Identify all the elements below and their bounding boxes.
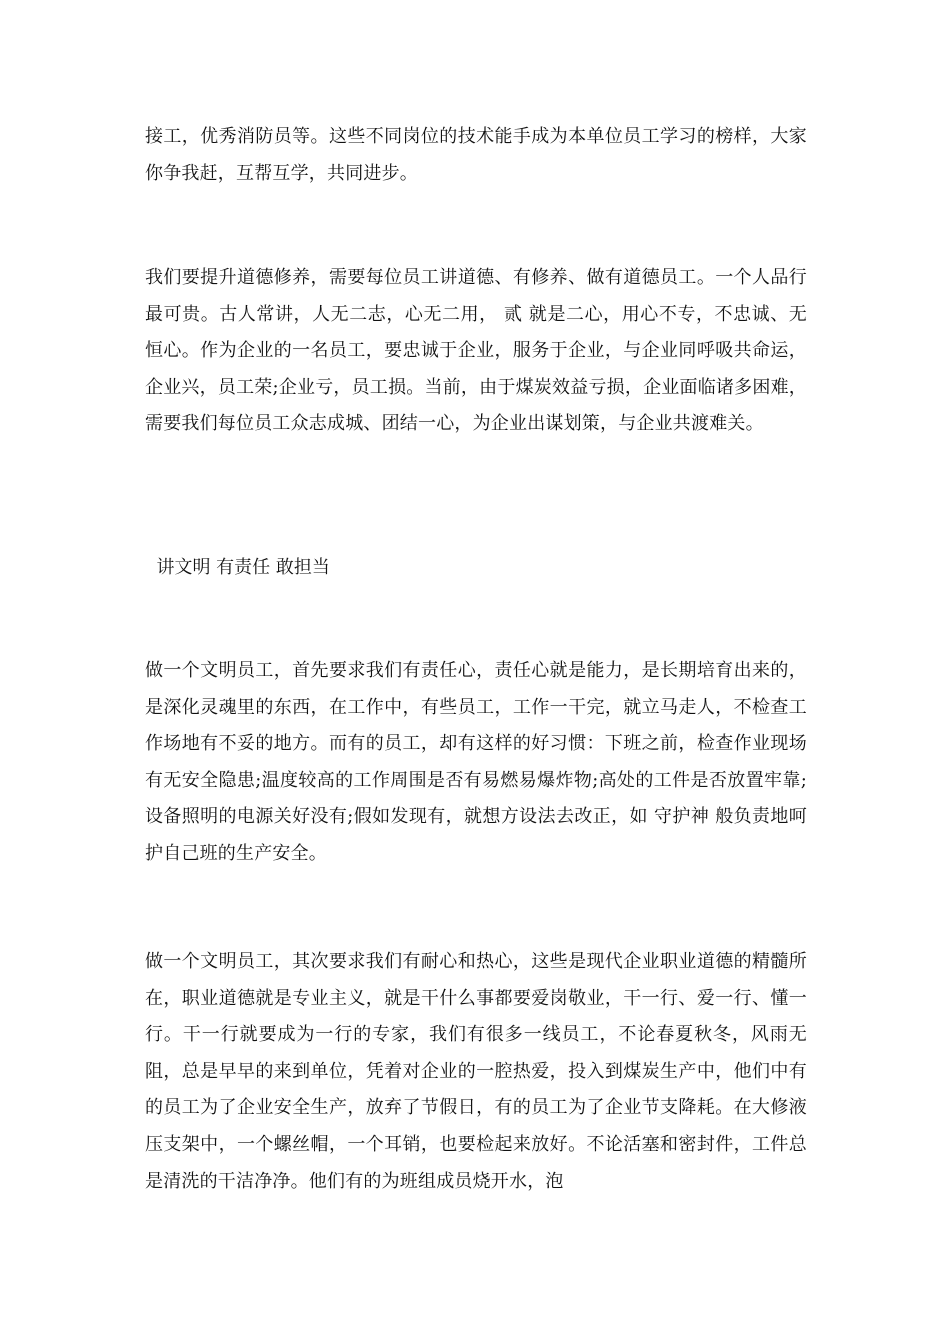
paragraph-2: 我们要提升道德修养，需要每位员工讲道德、有修养、做有道德员工。一个人品行最可贵。古人常讲，人无二志，心无二用， 贰 就是二心，用心不专，不忠诚、无恒心。作为企业的一名员工，要忠诚于企业，服务于企业，与企业同呼吸共命运，企业兴，员工荣;企业亏，员工损。当前，由于煤炭效益亏损，企业面临诸多困难，需要我们每位员工众志成城、团结一心，为企业出谋划策，与企业共渡难关。 [145, 267, 807, 435]
paragraph-1: 接工，优秀消防员等。这些不同岗位的技术能手成为本单位员工学习的榜样，大家你争我赶，互帮互学，共同进步。 [145, 126, 807, 184]
paragraph-3: 做一个文明员工，首先要求我们有责任心，责任心就是能力，是长期培育出来的，是深化灵魂里的东西，在工作中，有些员工，工作一干完，就立马走人，不检查工作场地有不妥的地方。而有的员工，却有这样的好习惯：下班之前，检查作业现场有无安全隐患;温度较高的工作周围是否有易燃易爆炸物;高处的工件是否放置牢靠;设备照明的电源关好没有;假如发现有，就想方设法去改正，如 守护神 般负责地呵护自己班的生产安全。 [145, 660, 807, 864]
section-heading: 讲文明 有责任 敢担当 [145, 557, 330, 578]
paragraph-4: 做一个文明员工，其次要求我们有耐心和热心，这些是现代企业职业道德的精髓所在，职业道德就是专业主义，就是干什么事都要爱岗敬业，干一行、爱一行、懂一行。干一行就要成为一行的专家，我们有很多一线员工，不论春夏秋冬，风雨无阻，总是早早的来到单位，凭着对企业的一腔热爱，投入到煤炭生产中，他们中有的员工为了企业安全生产，放弃了节假日，有的员工为了企业节支降耗。在大修液压支架中，一个螺丝帽，一个耳销，也要检起来放好。不论活塞和密封件，工件总是清洗的干洁净净。他们有的为班组成员烧开水，泡 [145, 951, 807, 1192]
